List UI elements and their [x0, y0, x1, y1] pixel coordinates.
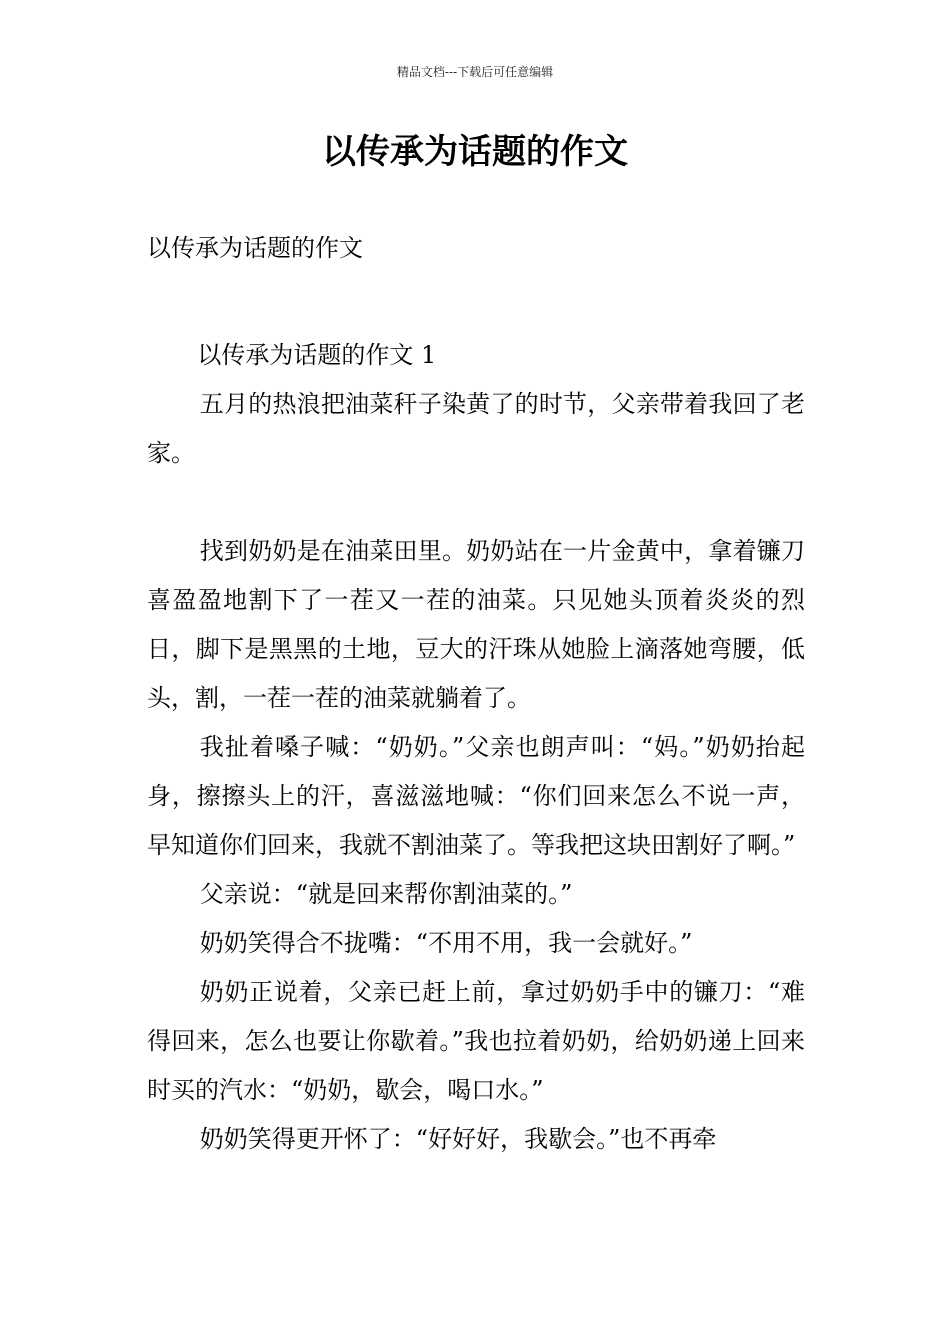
paragraph: 奶奶笑得更开怀了：“好好好，我歇会。”也不再牵 — [199, 1125, 717, 1153]
paragraph: 奶奶正说着，父亲已赶上前，拿过奶奶手中的镰刀：“难得回来，怎么也要让你歇着。”我也拉着奶奶，给奶奶递上回来时买的汽水：“奶奶，歇会，喝口水。” — [147, 978, 805, 1104]
document-subtitle: 以传承为话题的作文 — [147, 234, 363, 262]
document-title: 以传承为话题的作文 — [322, 132, 628, 172]
paragraph: 我扯着嗓子喊：“奶奶。”父亲也朗声叫：“妈。”奶奶抬起身，擦擦头上的汗，喜滋滋地喊：“你们回来怎么不说一声，早知道你们回来，我就不割油菜了。等我把这块田割好了啊。” — [147, 733, 805, 859]
paragraph: 奶奶笑得合不拢嘴：“不用不用，我一会就好。” — [199, 929, 693, 957]
header-note: 精品文档---下载后可任意编辑 — [396, 65, 554, 79]
paragraph: 找到奶奶是在油菜田里。奶奶站在一片金黄中，拿着镰刀喜盈盈地割下了一茬又一茬的油菜。只见她头顶着炎炎的烈日，脚下是黑黑的土地，豆大的汗珠从她脸上滴落她弯腰，低头，割，一茬一茬的油菜就躺着了。 — [147, 537, 805, 712]
paragraph: 五月的热浪把油菜秆子染黄了的时节，父亲带着我回了老家。 — [147, 390, 805, 467]
section-heading: 以传承为话题的作文 1 — [197, 341, 437, 369]
article-body — [147, 331, 805, 1164]
paragraph: 父亲说：“就是回来帮你割油菜的。” — [199, 880, 573, 908]
